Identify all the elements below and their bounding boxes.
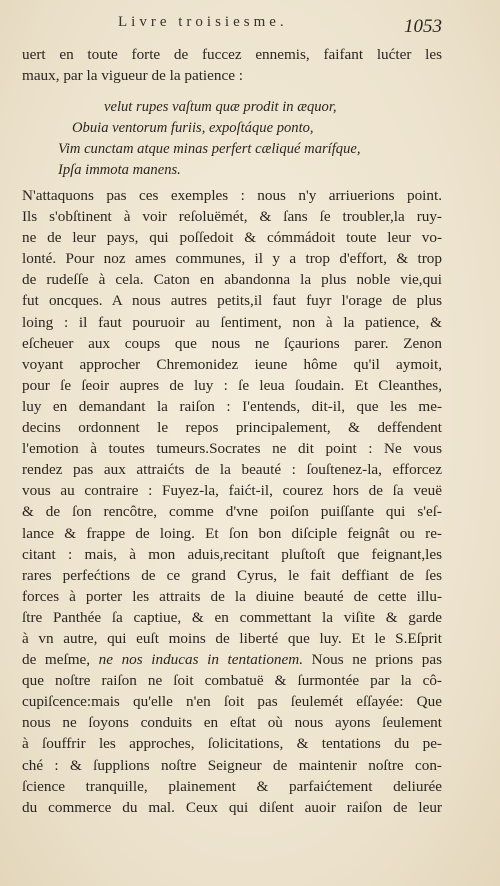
text-line: luy en demandant la raiſon : I'entends, dit-il, que les me-: [22, 397, 442, 415]
text-line: à ſouffrir les approches, ſolicitations, & tentations du pe-: [22, 735, 442, 753]
verse-line: velut rupes vaſtum quæ prodit in æquor,: [104, 99, 337, 115]
text-line: citant : mais, à mon aduis,recitant pluſtoſt que feignant,les: [22, 545, 442, 563]
text-line: de meſme, ne nos inducas in tentationem. Nous ne prions pas: [22, 651, 442, 669]
verse-quotation: [22, 97, 462, 181]
text-line: lonté. Pour noz ames communes, il y a trop d'effort, & trop: [22, 250, 442, 268]
text-line: ſcience tranquille, plainement & parfaićtement deliurée: [22, 777, 442, 795]
page-text: [22, 44, 442, 86]
text-line: maux, par la vigueur de la patience :: [22, 67, 243, 85]
text-line: loing : il faut pouruoir au ſentiment, non à la patience, &: [22, 313, 442, 331]
latin-quotation: ne nos inducas in tentationem.: [98, 651, 304, 669]
text-line: que noſtre raiſon ne ſoit combatuë & ſurmontée par la cô-: [22, 672, 442, 690]
text-line: l'emotion à toutes tumeurs.Socrates ne dit point : Ne vous: [22, 440, 442, 458]
body-paragraph: [22, 185, 442, 818]
text-line: nous ne ſoyons conduits en eſtat où nous ayons ſeulement: [22, 714, 442, 732]
text-line: ne de leur pays, qui poſſedoit & cómmádoit toute leur vo-: [22, 229, 442, 247]
text-line: pour ſe ſeoir aupres de luy : ſe leua ſoudain. Et Cleanthes,: [22, 376, 442, 394]
text-line: uert en toute forte de fuccez ennemis, faifant lućter les: [22, 46, 442, 63]
text-line: fut oncques. A nous autres petits,il faut fuyr l'orage de plus: [22, 292, 442, 310]
text-line: rendez pas aux attraićts de la beauté : ſouſtenez-la, efforcez: [22, 461, 442, 479]
text-line: cupiſcence:mais qu'elle n'en ſoit pas ſeulemét eſſayée: Que: [22, 693, 442, 711]
text-line: ſtre Panthée ſa captiue, & en commettant la viſite & garde: [22, 608, 442, 626]
text-line: à vn autre, qui euſt moins de liberté que luy. Et le S.Eſprit: [22, 629, 442, 647]
text-line: Ils s'obſtinent à voir reſoluëmét, & ſans ſe troubler,la ruy-: [22, 208, 442, 226]
verse-line: Vim cunctam atque minas perfert cæliqué marífque,: [58, 141, 361, 157]
text-line: rares perfećtions de ce grand Cyrus, le fait deffiant de ſes: [22, 566, 442, 584]
text-line: lance & frappe de loing. Et ſon bon diſciple feignât ou re-: [22, 524, 442, 542]
text-line: decins ordonnent le repos principalement, & deffendent: [22, 419, 442, 437]
text-line: eſcheuer aux coups que nous ne ſçaurions parer. Zenon: [22, 334, 442, 352]
text-line: ché : & ſupplions noſtre Seigneur de maintenir noſtre con-: [22, 756, 442, 774]
running-head: Livre troisiesme.: [118, 14, 288, 30]
text-line: N'attaquons pas ces exemples : nous n'y arriuerions point.: [22, 187, 442, 204]
text-line: & de ſon rencôtre, comme d'vne poiſon puiſſante qui s'eſ-: [22, 503, 442, 521]
text-line: du commerce du mal. Ceux qui diſent auoir raiſon de leur: [22, 798, 442, 816]
text-line: voyant approcher Chremonidez ieune hôme qu'il aymoit,: [22, 355, 442, 373]
verse-line: Ipſa immota manens.: [58, 162, 181, 178]
text-line: forces à porter les attraits de la diuine beauté de cette illu-: [22, 587, 442, 605]
text-line: de rudeſſe à cela. Caton en abandonna la plus noble vie,qui: [22, 271, 442, 289]
verse-line: Obuia ventorum furiis, expoſtáque ponto,: [72, 120, 314, 136]
text-line: vous au contraire : Fuyez-la, faićt-il, courez hors de ſa veuë: [22, 482, 442, 500]
page-number: 1053: [404, 16, 442, 37]
